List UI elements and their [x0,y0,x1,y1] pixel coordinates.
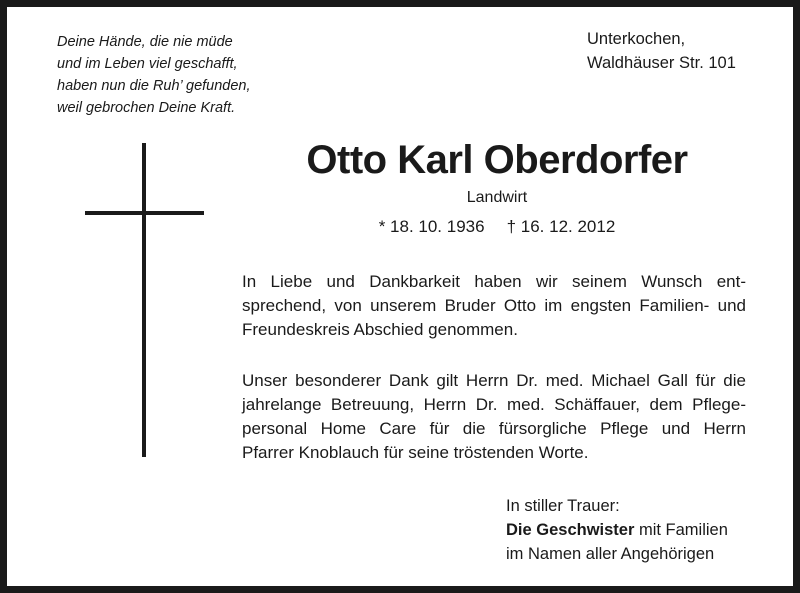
poem-line: und im Leben viel geschafft, [57,56,238,72]
address-street: Waldhäuser Str. 101 [587,54,736,72]
paragraph-line: jahrelange Betreuung, Herrn Dr. med. Schäffauer, dem Pflege- [242,395,746,414]
paragraph-line: Pfarrer Knoblauch für seine tröstenden Worte. [242,443,589,462]
mourners-signature [506,494,728,566]
birth-date: * 18. 10. 1936 [378,217,485,236]
deceased-occupation: Landwirt [466,189,528,206]
address-town: Unterkochen, [587,30,686,48]
deceased-name: Otto Karl Oberdorfer [306,138,688,182]
mourners-rest: mit Familien [634,521,728,539]
mourners-line [506,518,728,542]
paragraph-line: In Liebe und Dankbarkeit haben wir seinem Wunsch ent- [242,272,746,291]
mourners-name: Die Geschwister [506,521,635,539]
paragraph-line: Unser besonderer Dank gilt Herrn Dr. med. Michael Gall für die [242,371,746,390]
paragraph-line: sprechend, von unserem Bruder Otto im engsten Familien- und [242,296,746,315]
farewell-paragraph [242,270,746,342]
poem-line: haben nun die Ruh’ gefunden, [57,78,251,94]
cross-icon-crossbar [85,211,204,215]
cross-icon [142,143,146,457]
poem-line: weil gebrochen Deine Kraft. [57,100,236,116]
poem-verse [57,31,251,119]
mourners-relatives: im Namen aller Angehörigen [506,545,715,563]
paragraph-line: Freundeskreis Abschied genommen. [242,320,518,339]
thanks-paragraph [242,369,746,465]
life-dates [237,215,757,239]
mourning-intro: In stiller Trauer: [506,497,620,515]
address-block [587,27,736,75]
poem-line: Deine Hände, die nie müde [57,34,233,50]
death-date: † 16. 12. 2012 [506,217,616,236]
paragraph-line: personal Home Care für die fürsorgliche Pflege und Herrn [242,419,746,438]
